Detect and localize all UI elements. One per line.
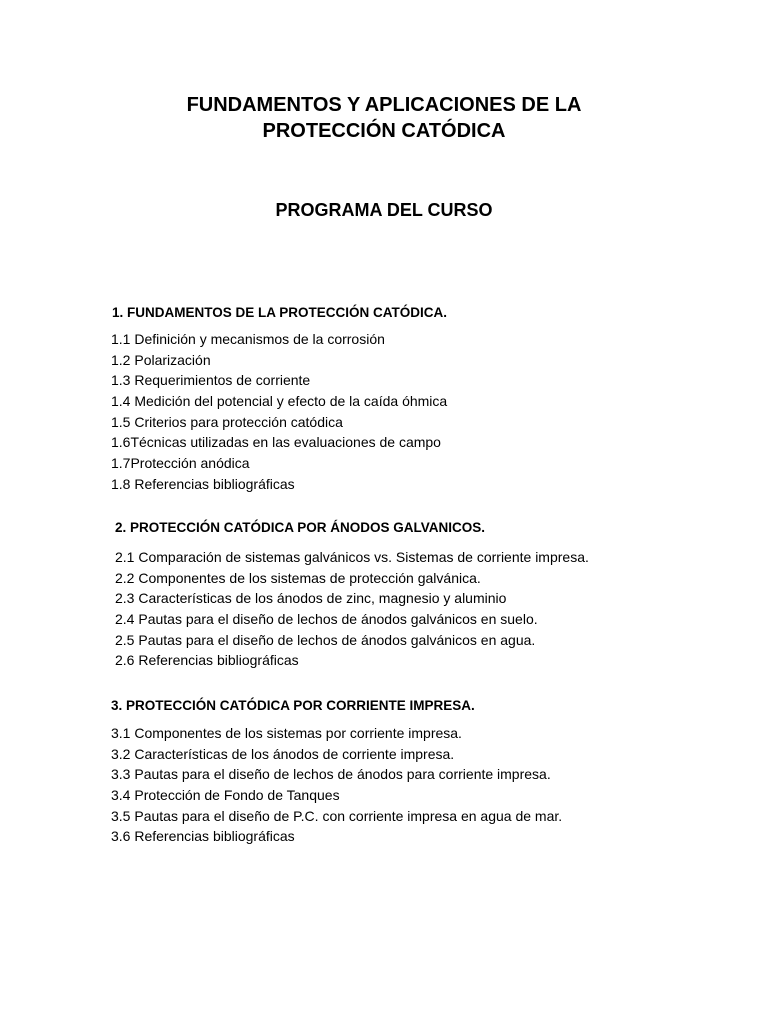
list-item: 1.7Protección anódica <box>111 455 250 472</box>
list-item: 1.5 Criterios para protección catódica <box>111 413 343 430</box>
document-title-line-2: PROTECCIÓN CATÓDICA <box>262 120 506 142</box>
list-item: 1.6Técnicas utilizadas en las evaluaciones de campo <box>111 434 441 451</box>
list-item: 3.2 Características de los ánodos de corriente impresa. <box>111 745 455 762</box>
section-item-list <box>111 329 447 495</box>
list-item: 1.4 Medición del potencial y efecto de la caída óhmica <box>111 393 448 410</box>
section-heading: 3. PROTECCIÓN CATÓDICA POR CORRIENTE IMPRESA. <box>111 698 475 713</box>
list-item: 1.8 Referencias bibliográficas <box>111 475 295 492</box>
list-item: 2.2 Componentes de los sistemas de protección galvánica. <box>115 569 481 586</box>
section-heading: 1. FUNDAMENTOS DE LA PROTECCIÓN CATÓDICA. <box>112 305 448 320</box>
list-item: 1.1 Definición y mecanismos de la corrosión <box>111 331 385 347</box>
section-item-list <box>115 547 589 671</box>
list-item: 3.6 Referencias bibliográficas <box>111 828 295 845</box>
list-item: 3.4 Protección de Fondo de Tanques <box>111 787 340 804</box>
list-item: 2.1 Comparación de sistemas galvánicos vs. Sistemas de corriente impresa. <box>115 549 589 565</box>
list-item: 3.1 Componentes de los sistemas por corriente impresa. <box>111 725 462 741</box>
list-item: 2.5 Pautas para el diseño de lechos de ánodos galvánicos en agua. <box>115 631 536 648</box>
document-title-line-1: FUNDAMENTOS Y APLICACIONES DE LA <box>186 94 582 116</box>
list-item: 2.4 Pautas para el diseño de lechos de ánodos galvánicos en suelo. <box>115 611 538 628</box>
list-item: 3.3 Pautas para el diseño de lechos de ánodos para corriente impresa. <box>111 766 551 783</box>
list-item: 1.3 Requerimientos de corriente <box>111 372 311 389</box>
section-heading: 2. PROTECCIÓN CATÓDICA POR ÁNODOS GALVANICOS. <box>115 520 486 535</box>
list-item: 2.6 Referencias bibliográficas <box>115 652 299 669</box>
list-item: 2.3 Características de los ánodos de zinc, magnesio y aluminio <box>115 590 507 607</box>
list-item: 1.2 Polarización <box>111 351 211 368</box>
list-item: 3.5 Pautas para el diseño de P.C. con corriente impresa en agua de mar. <box>111 807 563 824</box>
section-item-list <box>111 723 562 847</box>
course-program-subtitle: PROGRAMA DEL CURSO <box>275 200 493 220</box>
